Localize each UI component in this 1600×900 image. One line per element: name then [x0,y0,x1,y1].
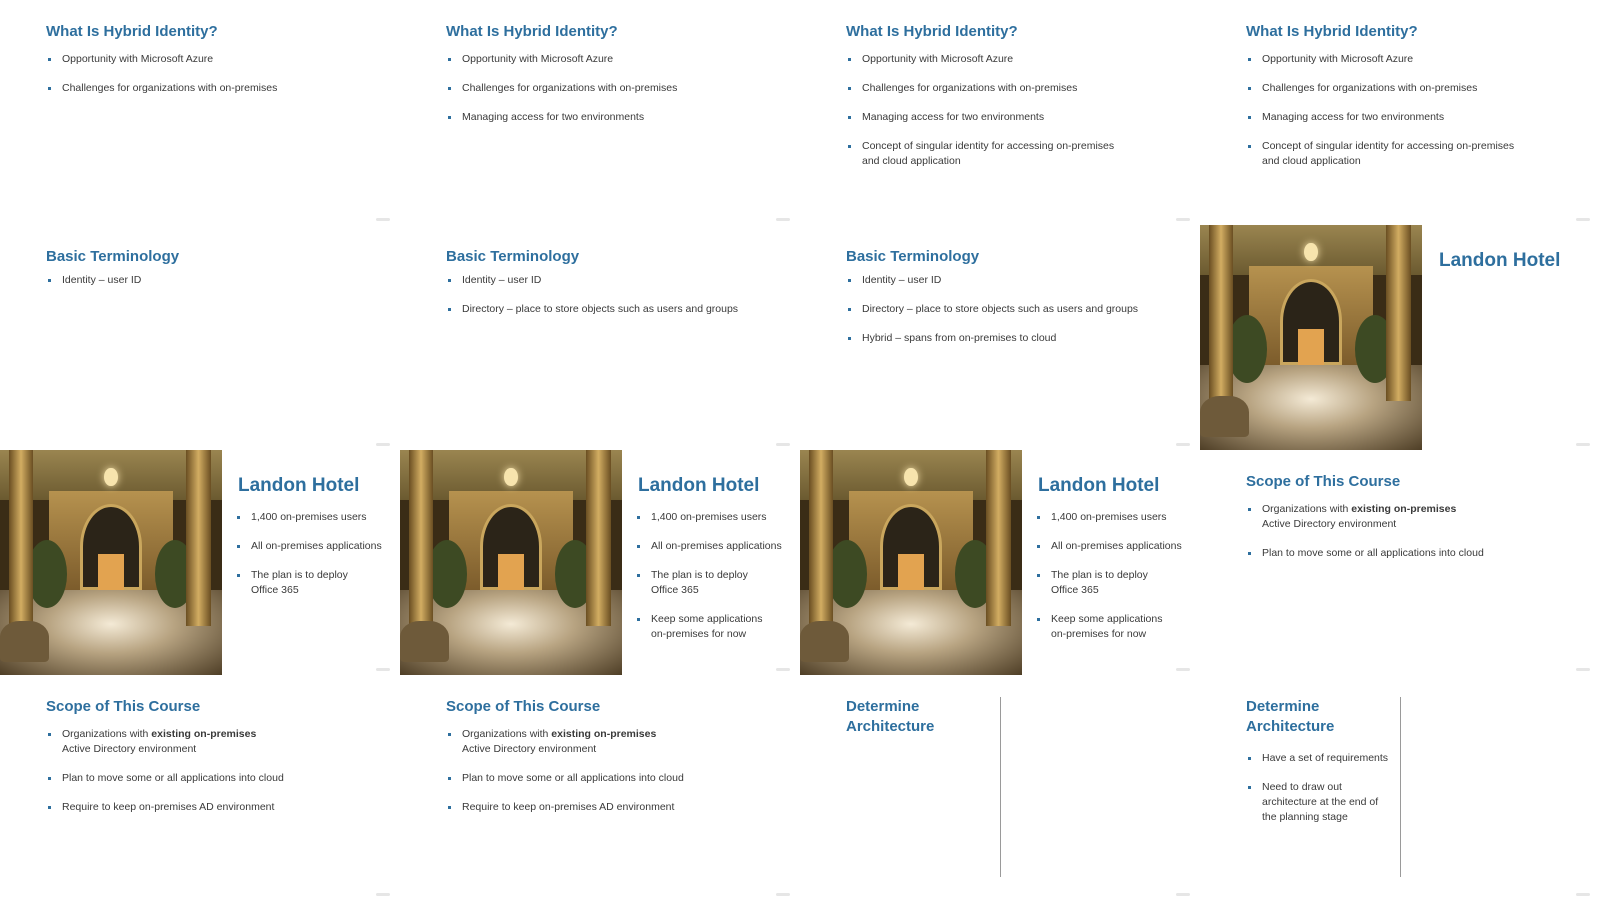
slide-title: Scope of This Course [1246,473,1401,490]
bullet-list [46,727,376,829]
slide-title: What Is Hybrid Identity? [446,23,618,40]
bullet-item [1035,568,1195,598]
bullet-line: on-premises for now [1051,628,1147,640]
bullet-line: Concept of singular identity for accessing on-premises [862,140,1115,152]
slide-title: Landon Hotel [238,475,360,496]
hotel-lobby-photo [400,450,622,675]
bullet-list [635,510,795,656]
bullet-item: Challenges for organizations with on-premises [1246,81,1576,96]
slide-title: What Is Hybrid Identity? [846,23,1018,40]
bullet-line [1262,502,1576,517]
bullet-emphasis: existing on-premises [151,728,257,740]
slide-watermark [1576,668,1590,671]
slide-title [1246,697,1396,737]
slide-watermark [1576,218,1590,221]
bullet-item [846,139,1176,169]
bullet-list [235,510,395,612]
slide-watermark [376,668,390,671]
bullet-list [446,52,776,139]
bullet-item: All on-premises applications [235,539,395,554]
slide-watermark [776,218,790,221]
slide-title [846,697,996,737]
bullet-item: Challenges for organizations with on-premises [846,81,1176,96]
bullet-item: Challenges for organizations with on-premises [446,81,776,96]
slide-thumbnail-6[interactable] [400,225,800,450]
bullet-line: and cloud application [862,155,961,167]
hotel-lobby-photo [1200,225,1422,450]
slide-title: Basic Terminology [846,248,980,265]
bullet-item: 1,400 on-premises users [235,510,395,525]
bullet-item [1246,502,1576,532]
slide-thumbnail-13[interactable] [0,675,400,900]
slide-watermark [1576,443,1590,446]
bullet-item: All on-premises applications [635,539,795,554]
bullet-emphasis: existing on-premises [1351,503,1457,515]
bullet-line: architecture at the end of [1262,796,1379,808]
slide-title: Landon Hotel [1439,250,1561,271]
bullet-list [446,273,776,331]
slide-title: Landon Hotel [638,475,760,496]
bullet-line: The plan is to deploy [1051,569,1148,581]
bullet-item: Identity – user ID [846,273,1176,288]
bullet-item: Require to keep on-premises AD environment [46,800,376,815]
slide-thumbnail-2[interactable] [400,0,800,225]
slide-title: Landon Hotel [1038,475,1160,496]
bullet-item [235,568,395,598]
slide-thumbnail-12[interactable] [1200,450,1600,675]
bullet-item: Hybrid – spans from on-premises to cloud [846,331,1176,346]
bullet-line: and cloud application [1262,155,1361,167]
slide-thumbnail-8[interactable] [1200,225,1600,450]
bullet-line: Active Directory environment [62,743,197,755]
bullet-item [46,727,376,757]
bullet-item: Opportunity with Microsoft Azure [46,52,376,67]
bullet-line: Active Directory environment [462,743,597,755]
title-line: Determine [1246,698,1320,715]
bullet-line: Office 365 [1051,584,1099,596]
bullet-list [1246,751,1396,839]
hotel-lobby-photo [0,450,222,675]
slide-title: Basic Terminology [46,248,180,265]
bullet-item: Opportunity with Microsoft Azure [846,52,1176,67]
bullet-line: Need to draw out [1262,781,1342,793]
bullet-item: Directory – place to store objects such as users and groups [846,302,1176,317]
slide-thumbnail-1[interactable] [0,0,400,225]
slide-watermark [1176,443,1190,446]
divider-line [1000,697,1001,877]
bullet-item [635,612,795,642]
slide-thumbnail-11[interactable] [800,450,1200,675]
bullet-line: The plan is to deploy [651,569,748,581]
slide-watermark [776,893,790,896]
slide-thumbnail-5[interactable] [0,225,400,450]
title-line: Determine [846,698,920,715]
bullet-item: 1,400 on-premises users [635,510,795,525]
bullet-item: Managing access for two environments [1246,110,1576,125]
bullet-item: Challenges for organizations with on-premises [46,81,376,96]
hotel-lobby-photo [800,450,1022,675]
bullet-item: Managing access for two environments [446,110,776,125]
divider-line [1400,697,1401,877]
bullet-line: The plan is to deploy [251,569,348,581]
bullet-line: Concept of singular identity for accessing on-premises [1262,140,1515,152]
bullet-line: the planning stage [1262,811,1348,823]
slide-watermark [376,893,390,896]
slide-watermark [376,443,390,446]
bullet-emphasis: existing on-premises [551,728,657,740]
slide-thumbnail-10[interactable] [400,450,800,675]
slide-thumbnail-14[interactable] [400,675,800,900]
title-line: Architecture [1246,718,1335,735]
bullet-item: Opportunity with Microsoft Azure [446,52,776,67]
bullet-item [446,727,776,757]
slide-title: Scope of This Course [446,698,601,715]
slide-thumbnail-9[interactable] [0,450,400,675]
bullet-list [1246,502,1576,575]
bullet-item: Have a set of requirements [1246,751,1396,766]
bullet-list [46,273,376,302]
bullet-item: Plan to move some or all applications into cloud [446,771,776,786]
bullet-item [1246,780,1396,825]
bullet-item [635,568,795,598]
bullet-item: Plan to move some or all applications into cloud [1246,546,1576,561]
bullet-item: Directory – place to store objects such as users and groups [446,302,776,317]
bullet-line: Office 365 [251,584,299,596]
bullet-line: Office 365 [651,584,699,596]
bullet-item: Identity – user ID [446,273,776,288]
slide-title: Scope of This Course [46,698,201,715]
slide-thumbnail-3[interactable] [800,0,1200,225]
slide-watermark [1176,893,1190,896]
bullet-line: on-premises for now [651,628,747,640]
bullet-item [1035,612,1195,642]
bullet-list [46,52,376,110]
slide-thumbnail-15[interactable] [800,675,1200,900]
bullet-list [1246,52,1576,183]
slide-title: What Is Hybrid Identity? [1246,23,1418,40]
slide-watermark [776,668,790,671]
bullet-list [846,273,1176,360]
slide-watermark [376,218,390,221]
bullet-text: Organizations with [1262,503,1352,515]
slide-watermark [1176,668,1190,671]
bullet-item: Identity – user ID [46,273,376,288]
bullet-line [462,727,776,742]
slide-watermark [776,443,790,446]
slide-title: What Is Hybrid Identity? [46,23,218,40]
title-line: Architecture [846,718,935,735]
bullet-item: Require to keep on-premises AD environment [446,800,776,815]
bullet-item: Plan to move some or all applications into cloud [46,771,376,786]
bullet-item: Opportunity with Microsoft Azure [1246,52,1576,67]
bullet-text: Organizations with [462,728,552,740]
bullet-line: Active Directory environment [1262,518,1397,530]
bullet-item: 1,400 on-premises users [1035,510,1195,525]
bullet-list [446,727,776,829]
bullet-text: Organizations with [62,728,152,740]
slide-thumbnail-4[interactable] [1200,0,1600,225]
slide-thumbnail-7[interactable] [800,225,1200,450]
bullet-list [846,52,1176,183]
bullet-line: Keep some applications [651,613,763,625]
bullet-list [1035,510,1195,656]
bullet-item: All on-premises applications [1035,539,1195,554]
bullet-line: Keep some applications [1051,613,1163,625]
slide-title: Basic Terminology [446,248,580,265]
bullet-item: Managing access for two environments [846,110,1176,125]
bullet-item [1246,139,1576,169]
slide-watermark [1176,218,1190,221]
slide-watermark [1576,893,1590,896]
slide-thumbnail-16[interactable] [1200,675,1600,900]
bullet-line [62,727,376,742]
